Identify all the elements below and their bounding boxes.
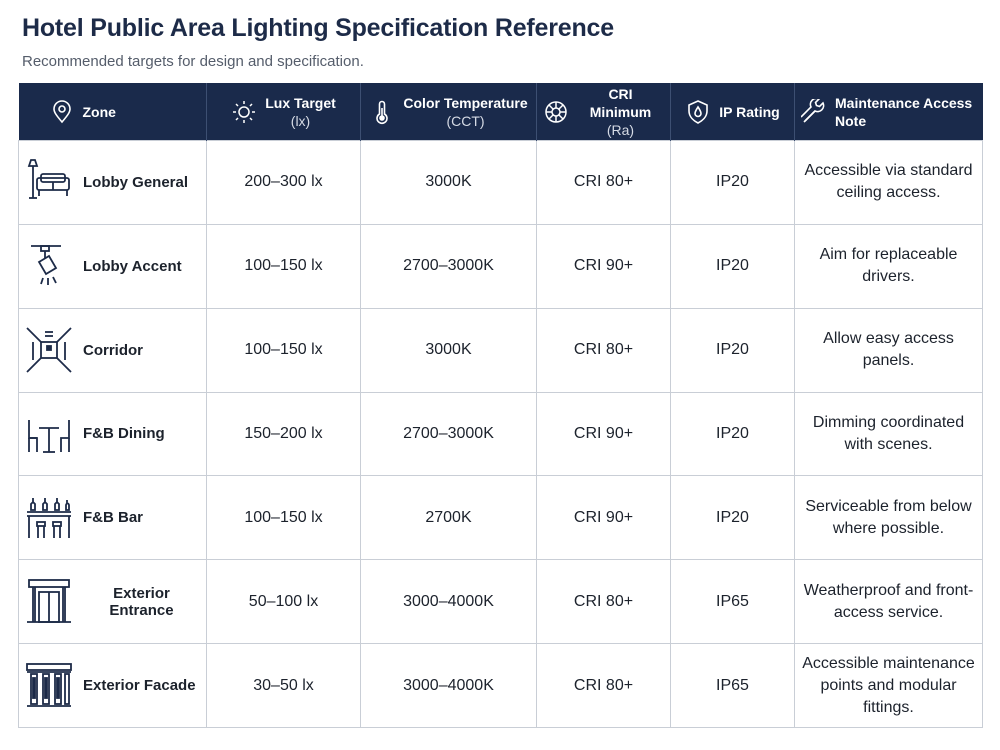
column-header-label: IP Rating [719, 103, 780, 120]
cri-cell: CRI 80+ [537, 644, 671, 728]
ip-cell: IP20 [671, 141, 795, 225]
column-header-label: Color Temperature [403, 94, 528, 111]
column-header-ip [671, 83, 795, 141]
ip-cell: IP65 [671, 560, 795, 644]
building-entrance-icon [25, 576, 73, 628]
ip-cell: IP20 [671, 476, 795, 560]
zone-name: F&B Bar [83, 509, 144, 527]
track-spotlight-icon [25, 240, 73, 292]
column-header-unit: (lx) [290, 112, 311, 129]
lux-cell: 100–150 lx [207, 308, 361, 392]
column-header-unit: (CCT) [446, 112, 485, 129]
zone-cell [19, 308, 207, 392]
corridor-icon [25, 324, 73, 376]
table-row [19, 224, 983, 308]
page-subtitle: Recommended targets for design and specification. [22, 53, 364, 70]
note-cell: Allow easy access panels. [795, 308, 983, 392]
cct-cell: 3000–4000K [361, 560, 537, 644]
wrench-icon [801, 99, 827, 125]
column-header-lux [207, 83, 361, 141]
note-cell: Accessible via standard ceiling access. [795, 141, 983, 225]
column-header-zone [19, 83, 207, 141]
facade-columns-icon [25, 660, 73, 712]
cri-cell: CRI 90+ [537, 392, 671, 476]
sun-icon [231, 99, 257, 125]
zone-name: Lobby Accent [83, 257, 182, 275]
ip-cell: IP20 [671, 392, 795, 476]
note-cell: Accessible maintenance points and modular fittings. [795, 644, 983, 728]
lux-cell: 150–200 lx [207, 392, 361, 476]
thermometer-icon [369, 99, 395, 125]
column-header-cct [361, 83, 537, 141]
page-title: Hotel Public Area Lighting Specification Reference [22, 14, 614, 42]
cri-cell: CRI 80+ [537, 560, 671, 644]
lux-cell: 50–100 lx [207, 560, 361, 644]
zone-name: F&B Dining [83, 425, 165, 443]
lux-cell: 200–300 lx [207, 141, 361, 225]
zone-cell [19, 392, 207, 476]
zone-name: Corridor [83, 341, 143, 359]
note-cell: Aim for replaceable drivers. [795, 224, 983, 308]
column-header-unit: (Ra) [606, 121, 635, 138]
header-row [19, 83, 983, 141]
column-header-label: Zone [82, 103, 116, 120]
cri-cell: CRI 80+ [537, 308, 671, 392]
cri-cell: CRI 90+ [537, 476, 671, 560]
shield-drop-icon [685, 99, 711, 125]
ip-cell: IP65 [671, 644, 795, 728]
lux-cell: 30–50 lx [207, 644, 361, 728]
cct-cell: 3000K [361, 141, 537, 225]
lux-cell: 100–150 lx [207, 476, 361, 560]
note-cell: Serviceable from below where possible. [795, 476, 983, 560]
zone-name: Lobby General [83, 173, 189, 191]
cct-cell: 2700–3000K [361, 392, 537, 476]
ip-cell: IP20 [671, 224, 795, 308]
ip-cell: IP20 [671, 308, 795, 392]
table-row [19, 560, 983, 644]
cct-cell: 3000–4000K [361, 644, 537, 728]
note-cell: Dimming coordinated with scenes. [795, 392, 983, 476]
zone-name: Exterior Facade [83, 677, 196, 695]
column-header-note [795, 83, 983, 141]
table-row [19, 644, 983, 728]
cct-cell: 2700K [361, 476, 537, 560]
column-header-label: Maintenance Access Note [835, 94, 973, 129]
table-row [19, 392, 983, 476]
cri-cell: CRI 80+ [537, 141, 671, 225]
dining-table-icon [25, 408, 73, 460]
lux-cell: 100–150 lx [207, 224, 361, 308]
cct-cell: 2700–3000K [361, 224, 537, 308]
sofa-lamp-icon [25, 156, 73, 208]
column-header-cri [537, 83, 671, 141]
spec-table [18, 83, 983, 728]
zone-cell [19, 141, 207, 225]
zone-cell [19, 560, 207, 644]
table-row [19, 308, 983, 392]
zone-name: Exterior Entrance [109, 584, 174, 619]
zone-cell [19, 476, 207, 560]
zone-cell [19, 644, 207, 728]
table-row [19, 476, 983, 560]
table-row [19, 141, 983, 225]
cri-cell: CRI 90+ [537, 224, 671, 308]
color-wheel-icon [543, 99, 569, 125]
column-header-label: CRI Minimum [589, 85, 652, 120]
note-cell: Weatherproof and front-access service. [795, 560, 983, 644]
column-header-label: Lux Target [265, 94, 336, 111]
zone-cell [19, 224, 207, 308]
bar-counter-icon [25, 492, 73, 544]
cct-cell: 3000K [361, 308, 537, 392]
location-pin-icon [49, 99, 75, 125]
